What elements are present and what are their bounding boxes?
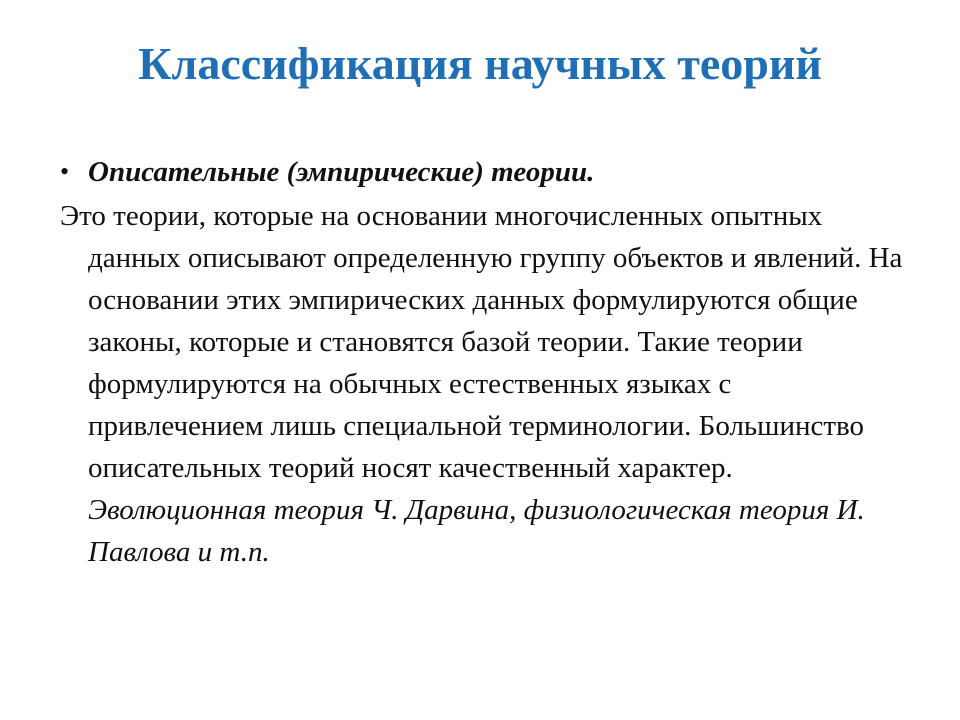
body-paragraph — [60, 195, 910, 573]
body-main-text: Это теории, которые на основании многочисленных опытных данных описывают определенную группу объектов и явлений. На основании этих эмпирических данных формулируются общие законы, которые и становятся базой теории. Такие теории формулируются на обычных естественных языках с привлечением лишь специальной терминологии. Большинство описательных теорий носят качественный характер. — [60, 200, 903, 484]
bullet-text: Описательные (эмпирические) теории. — [88, 156, 595, 188]
body-examples-text: Эволюционная теория Ч. Дарвина, физиологическая теория И. Павлова и т.п. — [88, 494, 865, 568]
slide-title: Классификация научных теорий — [138, 38, 822, 89]
body-text — [60, 195, 910, 573]
bullet-dot-icon: • — [60, 157, 70, 186]
bullet-item — [60, 152, 920, 192]
